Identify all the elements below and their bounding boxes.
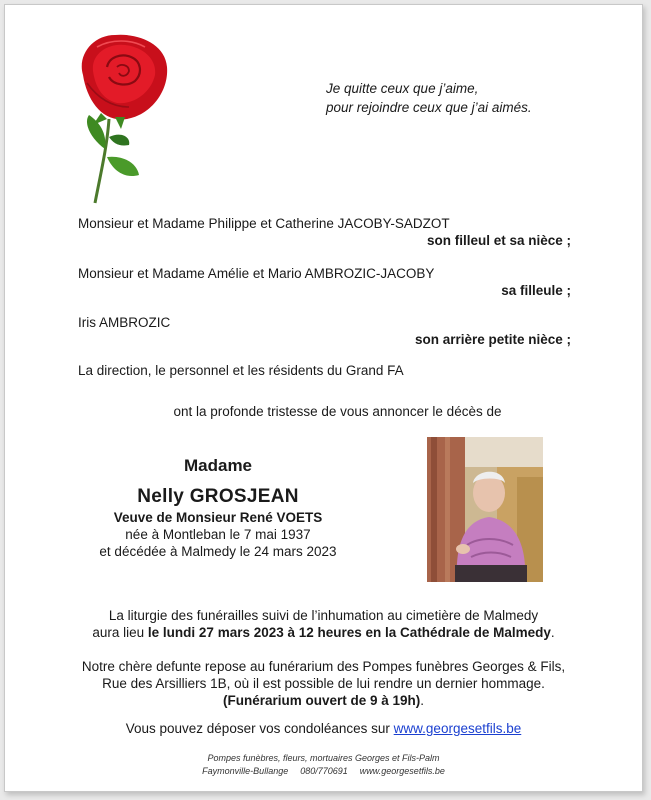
funeral-line-2-prefix: aura lieu <box>92 625 148 640</box>
funerarium-hours: (Funérarium ouvert de 9 à 19h) <box>222 693 421 708</box>
condolences-link[interactable]: www.georgesetfils.be <box>393 721 522 736</box>
funerarium-hours-suffix: . <box>420 693 425 708</box>
quote-line-2: pour rejoindre ceux que j’ai aimés. <box>326 100 532 115</box>
condolences-prefix: Vous pouvez déposer vos condoléances sur <box>125 721 394 736</box>
portrait-image <box>427 437 543 582</box>
obituary-page <box>4 4 643 792</box>
repose-line-2: Rue des Arsilliers 1B, où il est possible de lui rendre un dernier hommage. <box>102 676 545 691</box>
direction-line: La direction, le personnel et les résidents du Grand FA <box>78 363 404 378</box>
deceased-died: et décédée à Malmedy le 24 mars 2023 <box>99 544 337 559</box>
deceased-title: Madame <box>183 456 253 475</box>
condolences-line <box>5 720 642 737</box>
epitaph-quote <box>326 79 532 117</box>
footer-line-1: Pompes funèbres, fleurs, mortuaires Georges et Fils-Palm <box>207 753 440 763</box>
announcement-line: ont la profonde tristesse de vous annoncer le décès de <box>173 404 502 419</box>
footer-line-2 <box>5 765 642 778</box>
quote-line-1: Je quitte ceux que j’aime, <box>326 81 479 96</box>
deceased-born: née à Montleban le 7 mai 1937 <box>125 527 311 542</box>
deceased-widow-of: Veuve de Monsieur René VOETS <box>113 510 323 525</box>
repose-line-1: Notre chère defunte repose au funérarium des Pompes funèbres Georges & Fils, <box>81 659 566 674</box>
portrait-photo <box>427 437 543 582</box>
footer <box>5 752 642 778</box>
family-relation-1: son filleul et sa nièce ; <box>426 233 571 248</box>
deceased-block <box>78 455 358 560</box>
deceased-name: Nelly GROSJEAN <box>137 486 299 507</box>
red-rose-icon <box>71 27 171 207</box>
funeral-line-2-suffix: . <box>550 625 555 640</box>
family-name-3: Iris AMBROZIC <box>78 315 171 330</box>
family-name-1: Monsieur et Madame Philippe et Catherine JACOBY-SADZOT <box>78 216 450 231</box>
funerarium-info <box>5 658 642 709</box>
funeral-liturgy <box>5 607 642 641</box>
footer-town: Faymonville-Bullange <box>202 766 289 776</box>
family-relation-3: son arrière petite nièce ; <box>414 332 571 347</box>
family-name-2: Monsieur et Madame Amélie et Mario AMBROZIC-JACOBY <box>78 266 435 281</box>
funerarium-hours-line <box>5 692 642 709</box>
footer-phone: 080/770691 <box>300 766 348 776</box>
family-relation-2: sa filleule ; <box>501 283 571 298</box>
funeral-date-place: le lundi 27 mars 2023 à 12 heures en la Cathédrale de Malmedy <box>147 625 551 640</box>
funeral-line-1: La liturgie des funérailles suivi de l’inhumation au cimetière de Malmedy <box>108 608 539 623</box>
funeral-line-2 <box>5 624 642 641</box>
footer-web: www.georgesetfils.be <box>359 766 445 776</box>
